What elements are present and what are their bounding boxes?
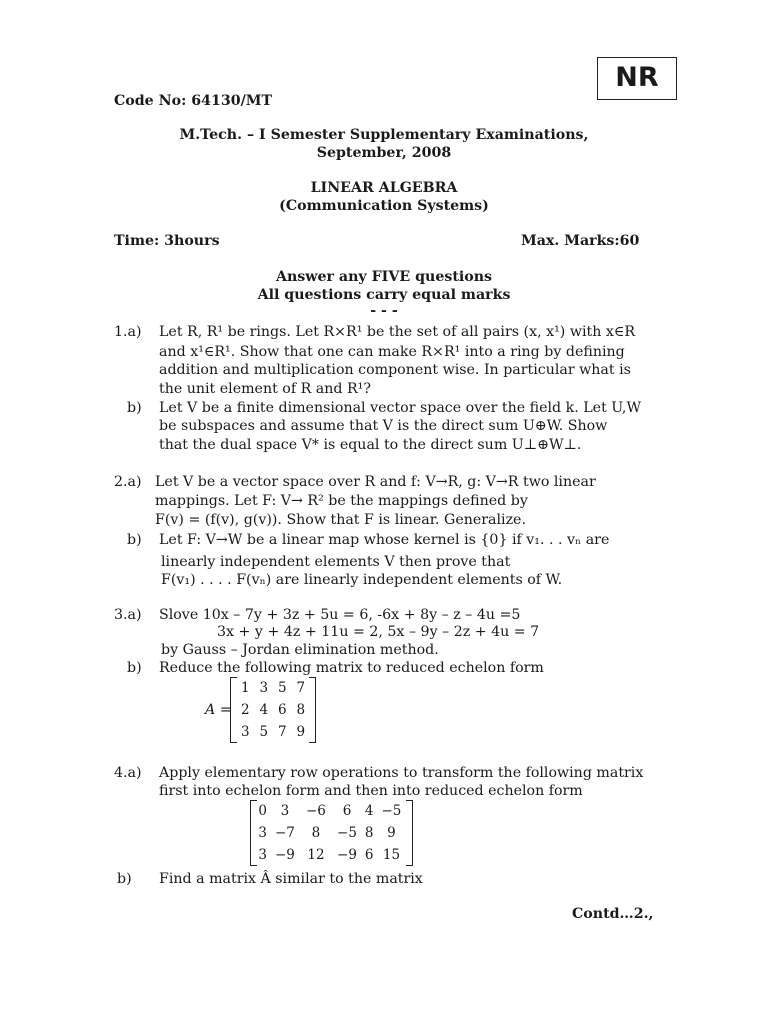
branch-title: (Communication Systems): [279, 198, 489, 214]
q2a-line: Let V be a vector space over R and f: V→R, g: V→R two linear: [155, 474, 596, 490]
q2a-line: F(v) = (f(v), g(v)). Show that F is linear. Generalize.: [155, 512, 526, 528]
exam-title-line2: September, 2008: [316, 145, 452, 161]
q4b-line: Find a matrix Â similar to the matrix: [159, 871, 423, 887]
matrix-a: [230, 677, 316, 743]
matrix-cell: −7: [274, 824, 295, 841]
q1b-number: b): [127, 400, 142, 416]
matrix-cell: 1: [240, 679, 250, 696]
q2b-line: F(v₁) . . . . F(vₙ) are linearly independent elements of W.: [161, 572, 563, 588]
q1b-line: that the dual space V* is equal to the direct sum U⊥⊕W⊥.: [159, 437, 582, 453]
q3b-number: b): [127, 660, 142, 676]
code-number: Code No: 64130/MT: [114, 93, 273, 109]
matrix-cell: 8: [311, 824, 321, 841]
subject-title: LINEAR ALGEBRA: [310, 180, 458, 196]
q2b-number: b): [127, 532, 142, 548]
q1a-line: the unit element of R and R¹?: [159, 381, 371, 397]
q4a-line: first into echelon form and then into reduced echelon form: [159, 783, 583, 799]
matrix-cell: 15: [382, 846, 401, 863]
matrix-a-label: A =: [205, 702, 232, 718]
q3a-line: Slove 10x – 7y + 3z + 5u = 6, -6x + 8y – z – 4u =5: [159, 607, 521, 623]
matrix-row: [256, 844, 407, 866]
matrix-cell: 3: [259, 679, 269, 696]
q2b-line: linearly independent elements V then prove that: [161, 554, 511, 570]
q4a-number: 4.a): [114, 765, 142, 781]
q1a-line: Let R, R¹ be rings. Let R×R¹ be the set of all pairs (x, x¹) with x∈R: [159, 324, 636, 340]
max-marks: Max. Marks:60: [521, 233, 640, 249]
matrix-cell: 3: [258, 846, 267, 863]
continued-note: Contd…2.,: [572, 906, 654, 922]
q1a-line: addition and multiplication component wise. In particular what is: [159, 362, 631, 378]
q3a-line: 3x + y + 4z + 11u = 2, 5x – 9y – 2z + 4u = 7: [217, 624, 540, 640]
matrix-cell: 3: [258, 824, 267, 841]
matrix-cell: 0: [258, 802, 267, 819]
q4b-number: b): [117, 871, 132, 887]
q2a-number: 2.a): [114, 474, 142, 490]
q3a-number: 3.a): [114, 607, 142, 623]
q3a-line: by Gauss – Jordan elimination method.: [161, 642, 439, 658]
matrix-cell: −6: [306, 802, 326, 819]
instruction-answer: Answer any FIVE questions: [275, 269, 493, 285]
q2a-line: mappings. Let F: V→ R² be the mappings defined by: [155, 493, 528, 509]
matrix-cell: −9: [337, 846, 357, 863]
matrix-cell: 2: [240, 701, 250, 718]
matrix-cell: 5: [259, 723, 269, 740]
matrix-cell: 6: [364, 846, 374, 863]
matrix-cell: 5: [277, 679, 287, 696]
matrix-row: [236, 721, 310, 743]
matrix-cell: 7: [277, 723, 287, 740]
q3b-line: Reduce the following matrix to reduced echelon form: [159, 660, 544, 676]
matrix-row: [236, 699, 310, 721]
matrix-cell: 3: [240, 723, 250, 740]
matrix-cell: 8: [296, 701, 306, 718]
matrix-cell: 6: [342, 802, 352, 819]
matrix-row: [256, 800, 407, 822]
q1b-line: Let V be a finite dimensional vector space over the field k. Let U,W: [159, 400, 642, 416]
q1a-number: 1.a): [114, 324, 142, 340]
separator: - - -: [370, 303, 398, 319]
exam-title-line1: M.Tech. – I Semester Supplementary Examinations,: [179, 127, 589, 143]
matrix-cell: −9: [274, 846, 295, 863]
matrix-b: [250, 800, 413, 866]
matrix-cell: 4: [259, 701, 269, 718]
q4a-line: Apply elementary row operations to transform the following matrix: [159, 765, 644, 781]
q1a-line: and x¹∈R¹. Show that one can make R×R¹ into a ring by defining: [159, 344, 625, 360]
q1b-line: be subspaces and assume that V is the direct sum U⊕W. Show: [159, 418, 608, 434]
matrix-row: [256, 822, 407, 844]
matrix-cell: 9: [387, 824, 396, 841]
matrix-row: [236, 677, 310, 699]
matrix-cell: 4: [364, 802, 374, 819]
instruction-marks: All questions carry equal marks: [257, 287, 511, 303]
matrix-cell: −5: [337, 824, 357, 841]
matrix-cell: 6: [277, 701, 287, 718]
nr-badge: NR: [597, 57, 677, 100]
time-allowed: Time: 3hours: [114, 233, 220, 249]
matrix-cell: 12: [307, 846, 325, 863]
matrix-cell: 8: [364, 824, 374, 841]
matrix-cell: 3: [280, 802, 290, 819]
q2b-line: Let F: V→W be a linear map whose kernel is {0} if v₁. . . vₙ are: [159, 532, 610, 548]
matrix-cell: 7: [296, 679, 306, 696]
matrix-cell: 9: [296, 723, 306, 740]
matrix-cell: −5: [381, 802, 402, 819]
